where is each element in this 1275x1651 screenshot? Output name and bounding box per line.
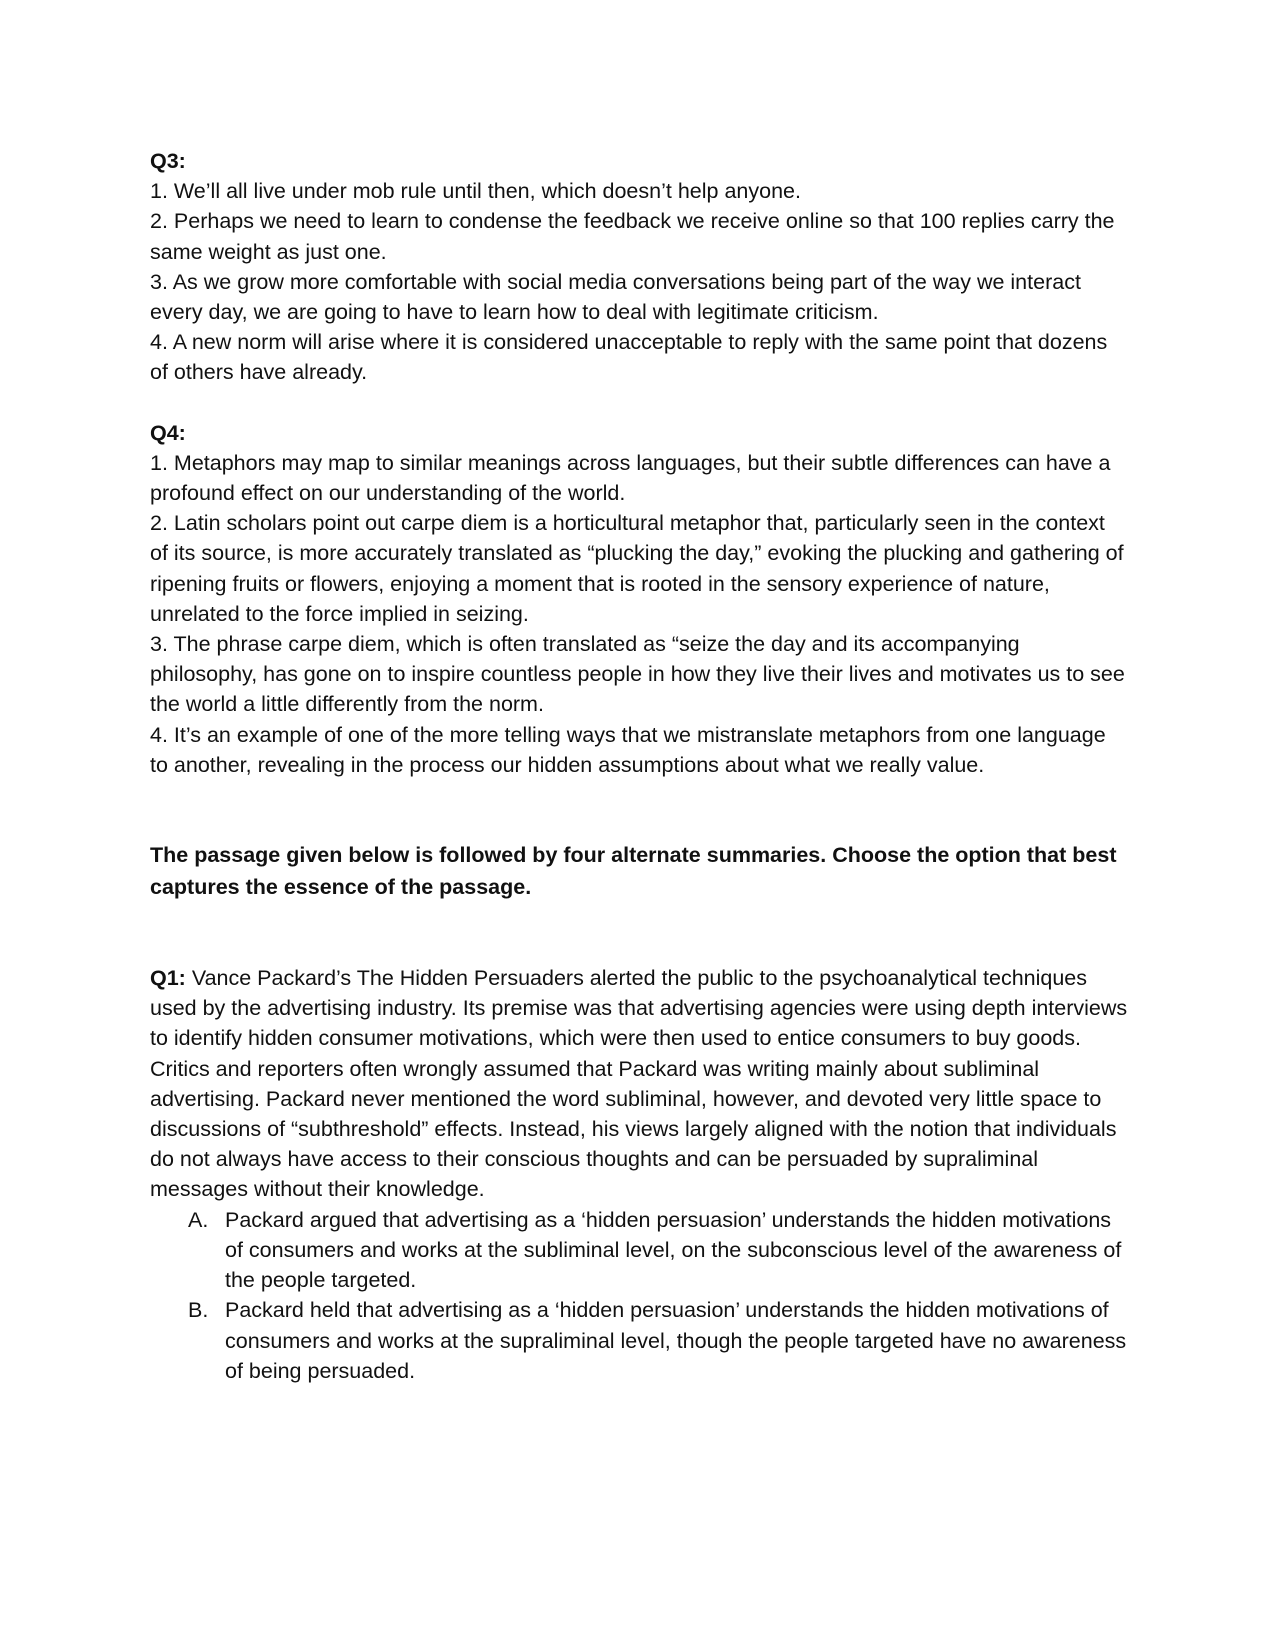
q1-option-b	[150, 1295, 1128, 1386]
q4-heading: Q4:	[150, 420, 186, 445]
q4-sentence-4: 4. It’s an example of one of the more telling ways that we mistranslate metaphors from one language to another, revealing in the process our hidden assumptions about what we really value.	[150, 722, 1106, 777]
q3-sentence-4: 4. A new norm will arise where it is considered unacceptable to reply with the same point that dozens of others have already.	[150, 330, 1108, 385]
q3-block	[150, 146, 1128, 388]
q3-sentence-3: 3. As we grow more comfortable with social media conversations being part of the way we interact every day, we are going to have to learn how to deal with legitimate criticism.	[150, 269, 1081, 325]
option-text: Packard held that advertising as a ‘hidden persuasion’ understands the hidden motivations of consumers and works at the supraliminal level, though the people targeted have no awareness of being persuaded.	[225, 1298, 1127, 1383]
q4-sentence-3: 3. The phrase carpe diem, which is often translated as “seize the day and its accompanying philosophy, has gone on to inspire countless people in how they live their lives and motivates us to see the world a little differently from the norm.	[150, 632, 1125, 717]
q4-block	[150, 418, 1128, 780]
q3-sentence-2: 2. Perhaps we need to learn to condense the feedback we receive online so that 100 replies carry the same weight as just one.	[150, 209, 1115, 264]
option-text: Packard argued that advertising as a ‘hidden persuasion’ understands the hidden motivations of consumers and works at the subliminal level, on the subconscious level of the awareness of the people targeted.	[225, 1207, 1122, 1293]
q1-block	[150, 963, 1128, 1386]
summary-instruction: The passage given below is followed by four alternate summaries. Choose the option that best captures the essence of the passage.	[150, 843, 1117, 899]
q1-passage-text: Vance Packard’s The Hidden Persuaders alerted the public to the psychoanalytical techniques used by the advertising industry. Its premise was that advertising agencies were using depth interviews to identify hidden consumer motivations, which were then used to entice consumers to buy goods. Critics and reporters often wrongly assumed that Packard was writing mainly about subliminal advertising. Packard never mentioned the word subliminal, however, and devoted very little space to discussions of “subthreshold” effects. Instead, his views largely aligned with the notion that individuals do not always have access to their conscious thoughts and can be persuaded by supraliminal messages without their knowledge.	[150, 966, 1128, 1202]
q4-sentence-1: 1. Metaphors may map to similar meanings across languages, but their subtle differences can have a profound effect on our understanding of the world.	[150, 450, 1111, 506]
q1-options-list	[150, 1205, 1128, 1386]
option-letter: B.	[188, 1298, 209, 1323]
q1-option-a	[150, 1205, 1128, 1296]
document-page	[150, 146, 1128, 1386]
q4-sentence-2: 2. Latin scholars point out carpe diem is a horticultural metaphor that, particularly seen in the context of its source, is more accurately translated as “plucking the day,” evoking the plucking and gathering of ripening fruits or flowers, enjoying a moment that is rooted in the sensory experience of nature, unrelated to the force implied in seizing.	[150, 511, 1124, 626]
q1-passage	[150, 963, 1128, 1205]
option-letter: A.	[188, 1207, 209, 1232]
q3-sentence-1: 1. We’ll all live under mob rule until then, which doesn’t help anyone.	[150, 179, 801, 204]
q1-label: Q1:	[150, 966, 186, 991]
q3-heading: Q3:	[150, 149, 186, 173]
